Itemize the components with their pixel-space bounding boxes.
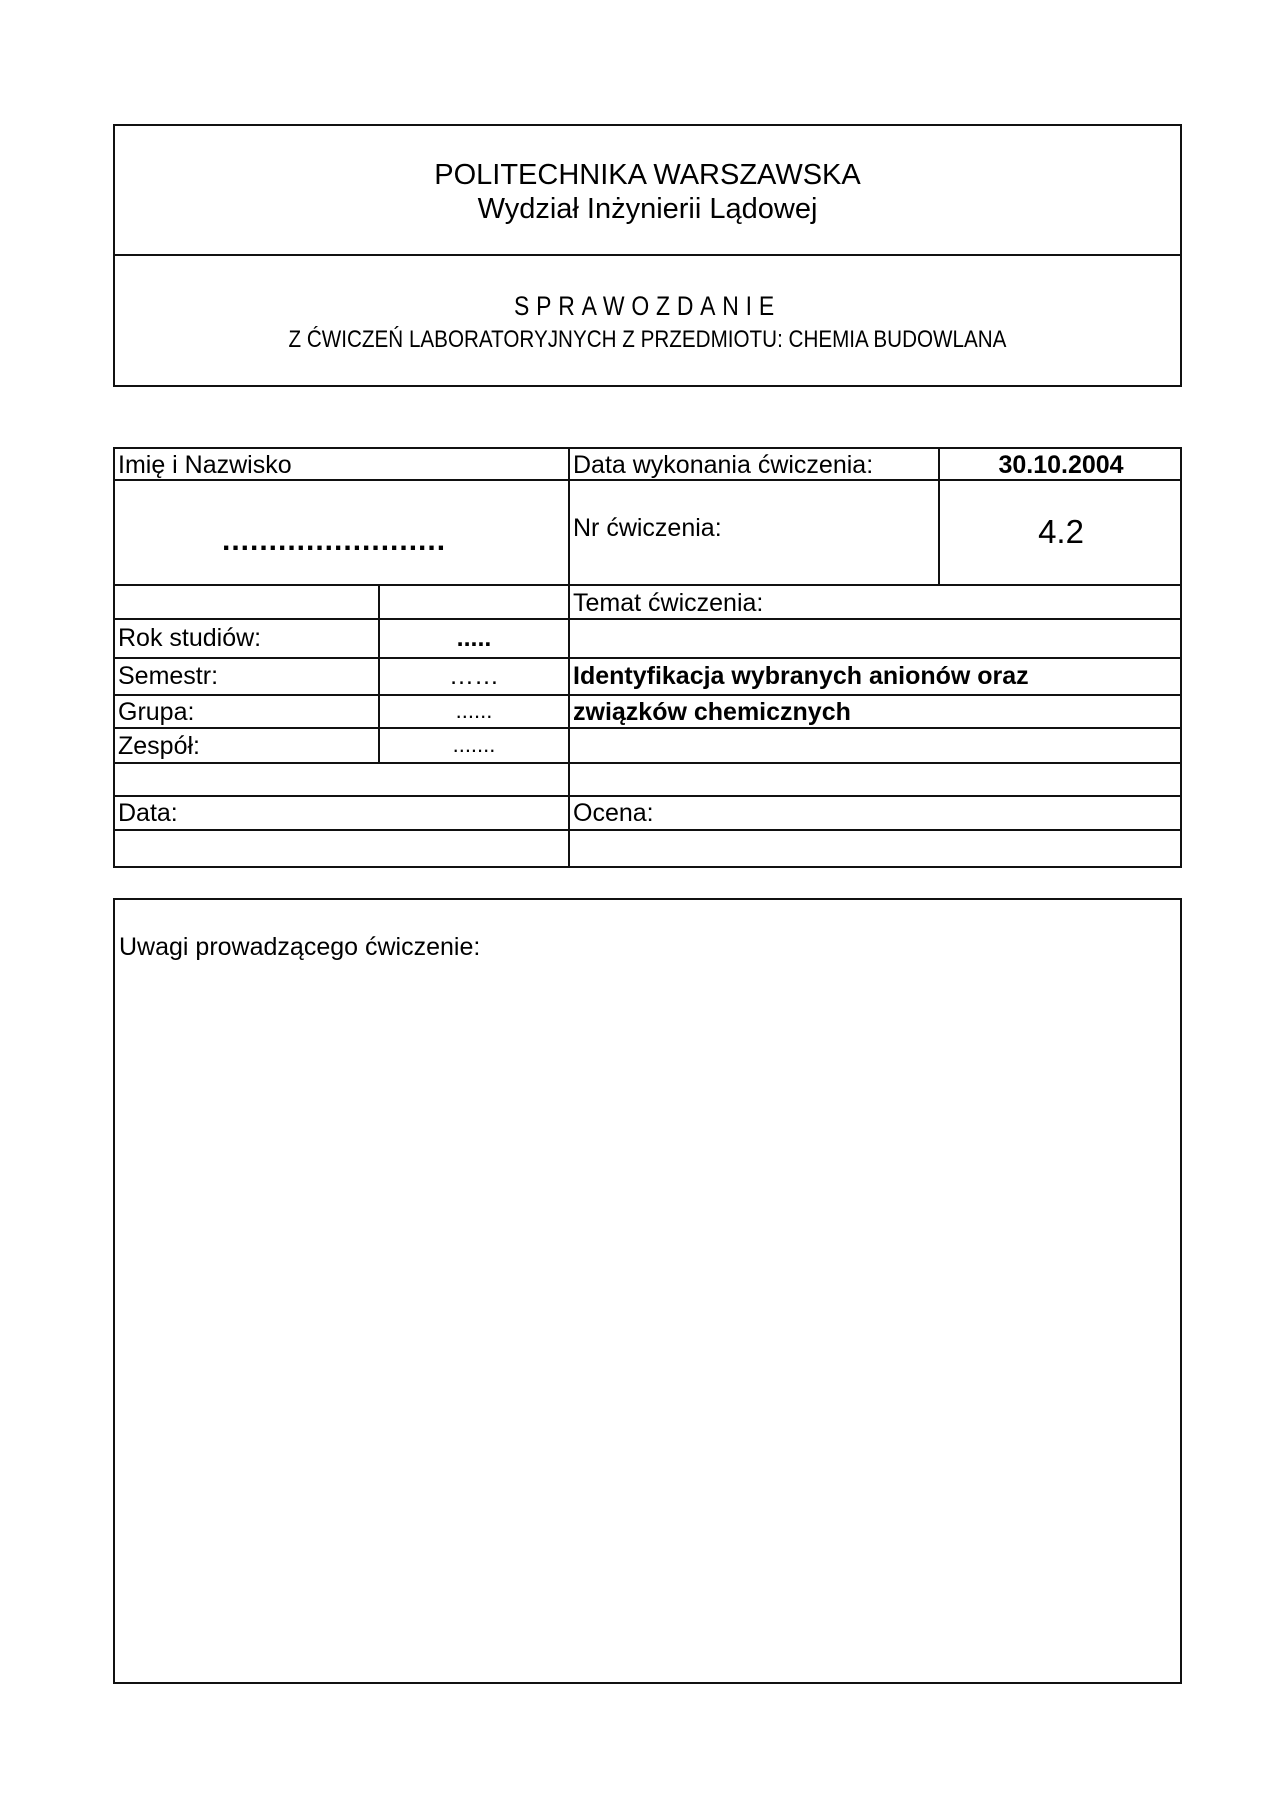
university-name: POLITECHNIKA WARSZAWSKA bbox=[434, 159, 861, 191]
exercise-date-value: 30.10.2004 bbox=[998, 451, 1124, 479]
grid-line bbox=[113, 618, 1182, 620]
grid-line bbox=[113, 762, 1182, 764]
exercise-date-label: Data wykonania ćwiczenia: bbox=[573, 451, 874, 479]
report-title: SPRAWOZDANIE bbox=[514, 291, 781, 321]
team-value: ....... bbox=[452, 732, 496, 757]
remarks-label: Uwagi prowadzącego ćwiczenie: bbox=[119, 933, 481, 961]
date-label: Data: bbox=[118, 799, 178, 827]
group-value: ...... bbox=[455, 698, 493, 723]
topic-line-2: związków chemicznych bbox=[573, 698, 851, 726]
faculty-name: Wydział Inżynierii Lądowej bbox=[477, 193, 818, 225]
exercise-number-label: Nr ćwiczenia: bbox=[573, 514, 722, 542]
grid-line bbox=[113, 657, 1182, 659]
team-label: Zespół: bbox=[118, 732, 200, 760]
report-subtitle: Z ĆWICZEŃ LABORATORYJNYCH Z PRZEDMIOTU: CHEMIA BUDOWLANA bbox=[288, 326, 1007, 353]
grid-line bbox=[113, 829, 1182, 831]
grid-line bbox=[113, 479, 1182, 481]
grid-line bbox=[113, 727, 1182, 729]
grid-line bbox=[113, 694, 1182, 696]
topic-line-1: Identyfikacja wybranych anionów oraz bbox=[573, 662, 1029, 690]
group-label: Grupa: bbox=[118, 698, 195, 726]
grade-label: Ocena: bbox=[573, 799, 654, 827]
grid-line bbox=[568, 447, 570, 868]
topic-label: Temat ćwiczenia: bbox=[573, 589, 764, 617]
name-value: ........................ bbox=[222, 524, 447, 557]
header-divider bbox=[113, 254, 1182, 256]
semester-value: …… bbox=[449, 662, 499, 690]
year-value: ..... bbox=[456, 624, 492, 652]
semester-label: Semestr: bbox=[118, 662, 219, 690]
exercise-number-value: 4.2 bbox=[1038, 513, 1084, 550]
name-label: Imię i Nazwisko bbox=[118, 451, 292, 479]
remarks-box bbox=[113, 898, 1182, 1684]
year-label: Rok studiów: bbox=[118, 624, 262, 652]
grid-line bbox=[113, 584, 1182, 586]
grid-line bbox=[113, 795, 1182, 797]
